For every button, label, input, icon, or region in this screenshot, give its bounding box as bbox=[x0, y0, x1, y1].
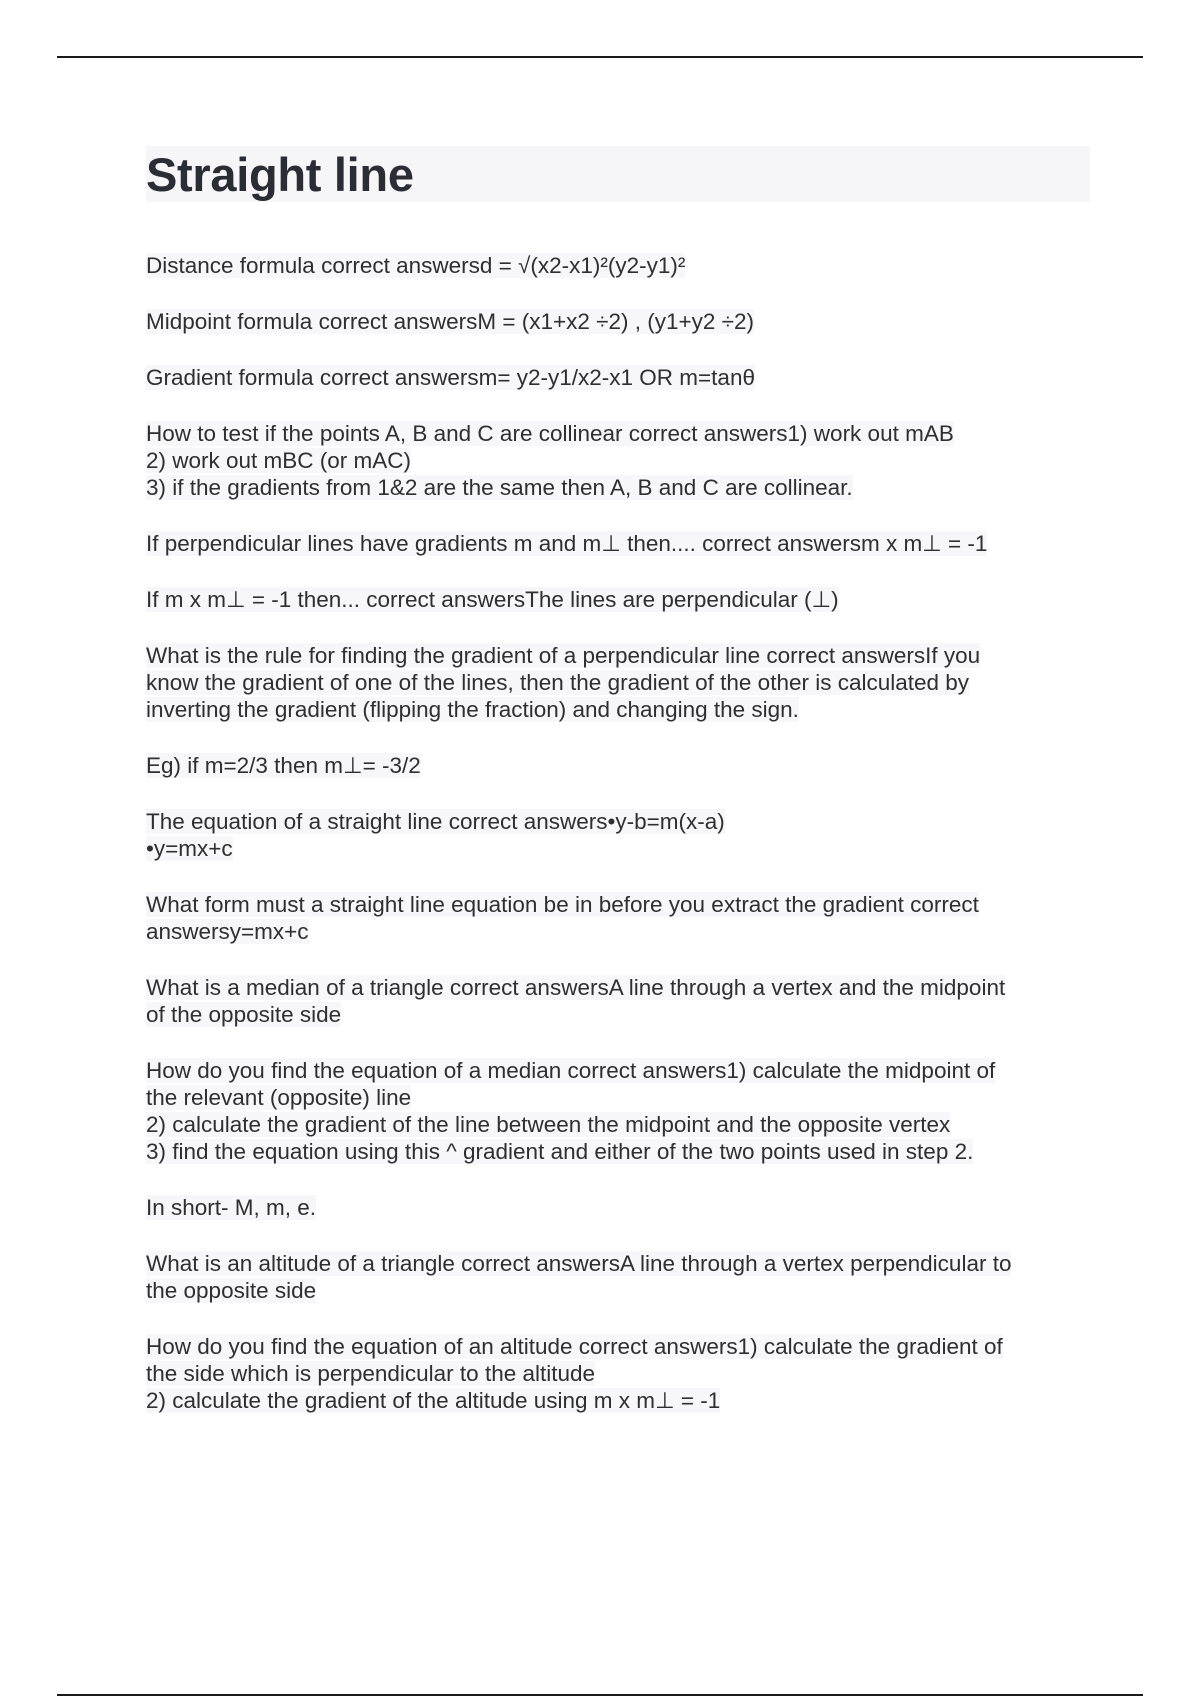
document-body bbox=[146, 146, 1090, 1443]
entry-text-line: If m x m⊥ = -1 then... correct answersThe lines are perpendicular (⊥) bbox=[146, 587, 839, 612]
entry-line bbox=[146, 642, 1090, 669]
entry-line bbox=[146, 1057, 1090, 1084]
entry-line bbox=[146, 1387, 1090, 1414]
entry-line bbox=[146, 252, 1090, 279]
entry-text-line: the opposite side bbox=[146, 1278, 317, 1303]
flashcard-entry bbox=[146, 308, 1090, 335]
entry-text-line: know the gradient of one of the lines, then the gradient of the other is calculated by bbox=[146, 670, 970, 695]
flashcard-entry bbox=[146, 420, 1090, 501]
entry-text-line: What is an altitude of a triangle correct answersA line through a vertex perpendicular to bbox=[146, 1251, 1012, 1276]
entry-text-line: Distance formula correct answersd = √(x2-x1)²(y2-y1)² bbox=[146, 253, 686, 278]
footer-rule bbox=[57, 1694, 1143, 1696]
entry-text-line: What is a median of a triangle correct answersA line through a vertex and the midpoint bbox=[146, 975, 1006, 1000]
entry-line bbox=[146, 474, 1090, 501]
entry-text-line: Midpoint formula correct answersM = (x1+x2 ÷2) , (y1+y2 ÷2) bbox=[146, 309, 755, 334]
entry-line bbox=[146, 1138, 1090, 1165]
entry-text-line: How do you find the equation of a median correct answers1) calculate the midpoint of bbox=[146, 1058, 996, 1083]
title-band bbox=[146, 146, 1090, 202]
entry-text-line: inverting the gradient (flipping the fraction) and changing the sign. bbox=[146, 697, 799, 722]
entry-line bbox=[146, 586, 1090, 613]
entry-line bbox=[146, 1111, 1090, 1138]
entry-line bbox=[146, 669, 1090, 696]
flashcard-entry bbox=[146, 1250, 1090, 1304]
entry-line bbox=[146, 696, 1090, 723]
entry-line bbox=[146, 808, 1090, 835]
flashcard-entry bbox=[146, 586, 1090, 613]
flashcard-entry bbox=[146, 808, 1090, 862]
entry-text-line: 3) if the gradients from 1&2 are the same then A, B and C are collinear. bbox=[146, 475, 853, 500]
entry-text-line: How to test if the points A, B and C are collinear correct answers1) work out mAB bbox=[146, 421, 954, 446]
entry-text-line: 3) find the equation using this ^ gradient and either of the two points used in step 2. bbox=[146, 1139, 974, 1164]
entry-line bbox=[146, 1194, 1090, 1221]
entry-text-line: Gradient formula correct answersm= y2-y1/x2-x1 OR m=tanθ bbox=[146, 365, 755, 390]
entry-line bbox=[146, 364, 1090, 391]
entry-line bbox=[146, 1360, 1090, 1387]
entry-text-line: the side which is perpendicular to the altitude bbox=[146, 1361, 596, 1386]
entry-text-line: answersy=mx+c bbox=[146, 919, 309, 944]
entry-line bbox=[146, 1001, 1090, 1028]
page-title: Straight line bbox=[146, 147, 414, 201]
entry-text-line: If perpendicular lines have gradients m and m⊥ then.... correct answersm x m⊥ = -1 bbox=[146, 531, 988, 556]
entry-line bbox=[146, 891, 1090, 918]
entry-line bbox=[146, 420, 1090, 447]
entry-line bbox=[146, 1333, 1090, 1360]
flashcard-entry bbox=[146, 1333, 1090, 1414]
entry-line bbox=[146, 530, 1090, 557]
flashcard-entry bbox=[146, 364, 1090, 391]
flashcard-entry bbox=[146, 1194, 1090, 1221]
entry-line bbox=[146, 1084, 1090, 1111]
entry-line bbox=[146, 308, 1090, 335]
entry-text-line: What is the rule for finding the gradient of a perpendicular line correct answersIf you bbox=[146, 643, 981, 668]
flashcard-entry bbox=[146, 752, 1090, 779]
entry-text-line: 2) calculate the gradient of the altitude using m x m⊥ = -1 bbox=[146, 1388, 721, 1413]
entry-text-line: the relevant (opposite) line bbox=[146, 1085, 412, 1110]
entry-text-line: The equation of a straight line correct answers•y-b=m(x-a) bbox=[146, 809, 725, 834]
flashcard-entry bbox=[146, 252, 1090, 279]
entry-line bbox=[146, 974, 1090, 1001]
entry-text-line: •y=mx+c bbox=[146, 836, 233, 861]
entry-text-line: What form must a straight line equation be in before you extract the gradient correct bbox=[146, 892, 979, 917]
entry-line bbox=[146, 447, 1090, 474]
entry-text-line: 2) calculate the gradient of the line between the midpoint and the opposite vertex bbox=[146, 1112, 951, 1137]
entry-text-line: 2) work out mBC (or mAC) bbox=[146, 448, 412, 473]
entry-text-line: of the opposite side bbox=[146, 1002, 342, 1027]
flashcard-entry bbox=[146, 891, 1090, 945]
header-rule bbox=[57, 56, 1143, 58]
flashcard-entry bbox=[146, 642, 1090, 723]
entry-line bbox=[146, 752, 1090, 779]
entry-line bbox=[146, 1250, 1090, 1277]
entry-text-line: In short- M, m, e. bbox=[146, 1195, 317, 1220]
flashcard-entry bbox=[146, 530, 1090, 557]
flashcard-entry bbox=[146, 1057, 1090, 1165]
entry-text-line: Eg) if m=2/3 then m⊥= -3/2 bbox=[146, 753, 421, 778]
flashcard-list bbox=[146, 252, 1090, 1414]
entry-line bbox=[146, 918, 1090, 945]
entry-line bbox=[146, 835, 1090, 862]
entry-text-line: How do you find the equation of an altitude correct answers1) calculate the gradient of bbox=[146, 1334, 1003, 1359]
entry-line bbox=[146, 1277, 1090, 1304]
flashcard-entry bbox=[146, 974, 1090, 1028]
